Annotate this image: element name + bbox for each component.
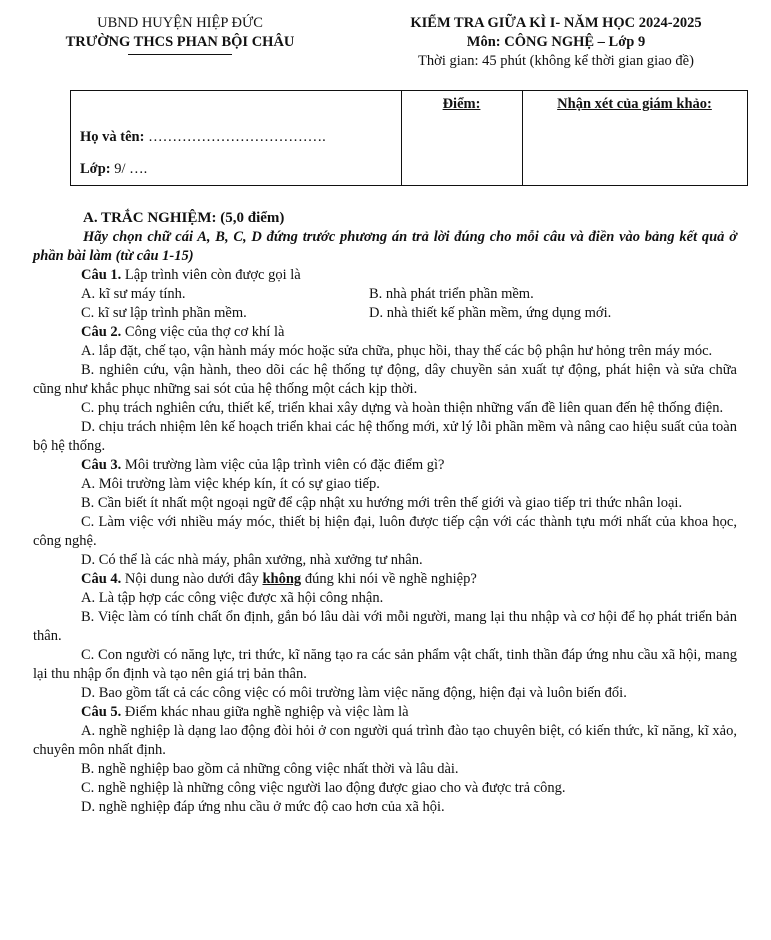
question-4-option-d[interactable]: D. Bao gồm tất cả các công việc có môi trường làm việc năng động, hiện đại và luôn biến đổi. — [81, 685, 627, 701]
question-2-option-c[interactable]: C. phụ trách nghiên cứu, thiết kế, triển khai xây dựng và hoàn thiện những vấn đề liên quan đến hệ thống điện. — [81, 400, 724, 416]
question-2-option-d[interactable]: D. chịu trách nhiệm lên kế hoạch triển khai các hệ thống mới, xử lý lỗi phần mềm và nâng cao hiệu suất của toàn bộ hệ thống. — [33, 419, 737, 454]
question-3-option-b[interactable]: B. Cần biết ít nhất một ngoại ngữ để cập nhật xu hướng mới trên thế giới và giao tiếp tri thức nhân loại. — [81, 495, 683, 511]
student-name-line — [80, 128, 326, 147]
student-class-field[interactable]: 9/ …. — [110, 161, 148, 177]
question-4-negation: không — [262, 571, 302, 587]
question-3-text: Môi trường làm việc của lập trình viên có đặc điểm gì? — [121, 457, 445, 473]
student-info-box — [70, 90, 748, 186]
question-1 — [33, 266, 737, 285]
score-cell — [401, 91, 523, 185]
question-5-text: Điểm khác nhau giữa nghề nghiệp và việc làm là — [121, 704, 409, 720]
question-4-option-b[interactable]: B. Việc làm có tính chất ổn định, gắn bó lâu dài với mỗi người, mang lại thu nhập và cơ hội để họ phát triển bản thân. — [33, 609, 737, 644]
question-5-option-a[interactable]: A. nghề nghiệp là dạng lao động đòi hỏi ở con người quá trình đào tạo chuyên biệt, có kiến thức, kĩ năng, kĩ xảo, chuyên môn nhất định. — [33, 723, 737, 758]
section-a-title: A. TRẮC NGHIỆM: (5,0 điểm) — [83, 210, 285, 226]
question-4-text-before: Nội dung nào dưới đây — [121, 571, 263, 587]
question-2-option-a[interactable]: A. lắp đặt, chế tạo, vận hành máy móc hoặc sửa chữa, phục hồi, thay thế các bộ phận hư hỏng trên máy móc. — [81, 343, 713, 359]
school-header — [30, 14, 330, 55]
student-name-field[interactable]: ………………………………. — [144, 129, 326, 145]
question-2 — [33, 323, 737, 342]
question-3-option-d[interactable]: D. Có thể là các nhà máy, phân xưởng, nhà xưởng tư nhân. — [81, 552, 423, 568]
question-1-option-c[interactable]: C. kĩ sư lập trình phần mềm. — [81, 305, 247, 321]
question-5-option-c[interactable]: C. nghề nghiệp là những công việc người lao động được giao cho và được trả công. — [81, 780, 566, 796]
header-divider — [128, 54, 232, 55]
question-3 — [33, 456, 737, 475]
question-4-number: Câu 4. — [81, 571, 122, 587]
question-2-option-b[interactable]: B. nghiên cứu, vận hành, theo dõi các hệ thống tự động, dây chuyền sản xuất tự động, phát hiện và sửa chữa cũng như khắc phục những sai sót của hệ thống một cách kịp thời. — [33, 362, 737, 397]
district-name: UBND HUYỆN HIỆP ĐỨC — [97, 15, 263, 31]
question-1-options-row-2 — [33, 304, 737, 323]
question-4 — [33, 570, 737, 589]
question-1-options-row-1 — [33, 285, 737, 304]
question-1-number: Câu 1. — [81, 267, 122, 283]
student-name-label: Họ và tên: — [80, 129, 145, 145]
question-3-option-c[interactable]: C. Làm việc với nhiều máy móc, thiết bị hiện đại, luôn được tiếp cận với các thành tựu mới nhất của khoa học, công nghệ. — [33, 514, 737, 549]
exam-title: KIỂM TRA GIỮA KÌ I- NĂM HỌC 2024-2025 — [410, 15, 702, 31]
exam-content — [33, 209, 737, 817]
exam-header — [370, 14, 742, 71]
student-class-line — [80, 160, 147, 179]
question-2-number: Câu 2. — [81, 324, 122, 340]
section-a-instruction: Hãy chọn chữ cái A, B, C, D đứng trước phương án trả lời đúng cho mỗi câu và điền vào bảng kết quả ở phần bài làm (từ câu 1-15) — [33, 229, 737, 264]
question-4-text-after: đúng khi nói về nghề nghiệp? — [301, 571, 477, 587]
score-header: Điểm: — [442, 96, 481, 112]
question-1-text: Lập trình viên còn được gọi là — [121, 267, 301, 283]
comment-header: Nhận xét của giám khảo: — [557, 96, 712, 112]
question-5-number: Câu 5. — [81, 704, 122, 720]
question-3-option-a[interactable]: A. Môi trường làm việc khép kín, ít có sự giao tiếp. — [81, 476, 380, 492]
exam-subject: Môn: CÔNG NGHỆ – Lớp 9 — [466, 34, 646, 50]
question-1-option-a[interactable]: A. kĩ sư máy tính. — [81, 286, 186, 302]
question-4-option-c[interactable]: C. Con người có năng lực, tri thức, kĩ năng tạo ra các sản phẩm vật chất, tinh thần đáp ứng nhu cầu xã hội, mang lại thu nhập ổn định và tạo nên giá trị bản thân. — [33, 647, 737, 682]
question-5-option-b[interactable]: B. nghề nghiệp bao gồm cả những công việc nhất thời và lâu dài. — [81, 761, 459, 777]
question-2-text: Công việc của thợ cơ khí là — [121, 324, 285, 340]
student-info-cell — [71, 91, 402, 185]
question-5 — [33, 703, 737, 722]
school-name: TRƯỜNG THCS PHAN BỘI CHÂU — [65, 34, 295, 50]
question-1-option-d[interactable]: D. nhà thiết kế phần mềm, ứng dụng mới. — [369, 305, 612, 321]
exam-duration: Thời gian: 45 phút (không kể thời gian giao đề) — [418, 53, 694, 69]
comment-cell — [522, 91, 747, 114]
question-5-option-d[interactable]: D. nghề nghiệp đáp ứng nhu cầu ở mức độ cao hơn của xã hội. — [81, 799, 445, 815]
student-class-label: Lớp: — [80, 161, 111, 177]
question-3-number: Câu 3. — [81, 457, 122, 473]
question-4-option-a[interactable]: A. Là tập hợp các công việc được xã hội công nhận. — [81, 590, 384, 606]
question-1-option-b[interactable]: B. nhà phát triển phần mềm. — [369, 286, 534, 302]
